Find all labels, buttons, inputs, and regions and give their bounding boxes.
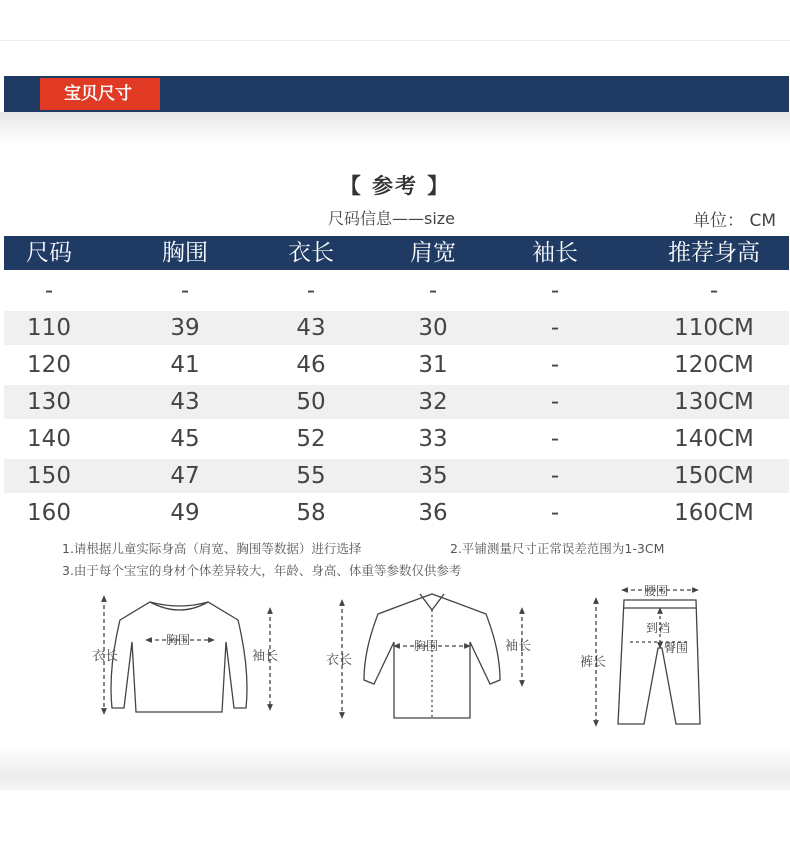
cell-chest: 45 — [170, 426, 200, 452]
top-divider — [0, 40, 790, 41]
cell-sleeve: - — [550, 278, 560, 304]
cell-length: 50 — [296, 389, 326, 415]
shirt-diagram — [342, 594, 522, 718]
header-size: 尺码 — [26, 240, 72, 266]
note-2: 2.平铺测量尺寸正常误差范围为1-3CM — [450, 541, 665, 556]
cell-length: 43 — [296, 315, 326, 341]
cell-sleeve: - — [550, 463, 560, 489]
cell-height: 150CM — [674, 463, 754, 489]
cell-shoulder: 35 — [418, 463, 448, 489]
cell-size: 130 — [27, 389, 71, 415]
cell-length: 55 — [296, 463, 326, 489]
sweater-chest-label: 胸围 — [166, 633, 191, 647]
cell-chest: 41 — [170, 352, 200, 378]
header-sleeve: 袖长 — [532, 240, 578, 266]
cell-sleeve: - — [550, 500, 560, 526]
header-shoulder: 肩宽 — [410, 240, 456, 266]
cell-sleeve: - — [550, 426, 560, 452]
cell-height: 160CM — [674, 500, 754, 526]
cell-shoulder: 32 — [418, 389, 448, 415]
cell-sleeve: - — [550, 389, 560, 415]
cell-shoulder: 31 — [418, 352, 448, 378]
pants-diagram — [596, 590, 700, 724]
sweater-sleeve-label: 袖长 — [252, 649, 279, 664]
pants-length-label: 裤长 — [580, 655, 607, 670]
cell-chest: - — [180, 278, 190, 304]
header-height: 推荐身高 — [668, 240, 760, 266]
unit-label: 单位： CM — [693, 211, 776, 231]
note-3: 3.由于每个宝宝的身材个体差异较大，年龄、身高、体重等参数仅供参考 — [62, 563, 462, 578]
cell-length: 52 — [296, 426, 326, 452]
cell-height: 140CM — [674, 426, 754, 452]
cell-size: - — [44, 278, 54, 304]
cell-sleeve: - — [550, 352, 560, 378]
shirt-chest-label: 胸围 — [414, 639, 439, 653]
measurement-diagrams — [0, 580, 790, 740]
note-1: 1.请根据儿童实际身高（肩宽、胸围等数据）进行选择 — [62, 541, 362, 556]
cell-shoulder: 33 — [418, 426, 448, 452]
cell-length: - — [306, 278, 316, 304]
size-info-subtitle: 尺码信息——size — [328, 209, 456, 228]
cell-length: 46 — [296, 352, 326, 378]
section-tag: 宝贝尺寸 — [40, 78, 160, 110]
cell-chest: 47 — [170, 463, 200, 489]
cell-chest: 43 — [170, 389, 200, 415]
cell-height: - — [709, 278, 719, 304]
cell-size: 150 — [27, 463, 71, 489]
cell-chest: 49 — [170, 500, 200, 526]
cell-shoulder: 30 — [418, 315, 448, 341]
cell-shoulder: - — [428, 278, 438, 304]
pants-waist-label: 腰围 — [644, 584, 669, 598]
pants-rise-label: 到裆 — [646, 621, 671, 635]
cell-size: 120 — [27, 352, 71, 378]
pants-hip-label: 臀围 — [664, 641, 689, 655]
cell-sleeve: - — [550, 315, 560, 341]
shirt-length-label: 衣长 — [326, 653, 353, 668]
panel-shadow — [0, 745, 790, 790]
cell-chest: 39 — [170, 315, 200, 341]
cell-height: 110CM — [674, 315, 754, 341]
banner-shadow — [0, 112, 790, 146]
cell-shoulder: 36 — [418, 500, 448, 526]
cell-size: 140 — [27, 426, 71, 452]
shirt-sleeve-label: 袖长 — [505, 639, 532, 654]
header-chest: 胸围 — [162, 240, 208, 266]
cell-size: 160 — [27, 500, 71, 526]
header-length: 衣长 — [288, 240, 334, 266]
sweater-length-label: 衣长 — [92, 649, 119, 664]
reference-title: 【 参考 】 — [339, 174, 451, 198]
sweater-diagram — [104, 598, 270, 712]
cell-height: 120CM — [674, 352, 754, 378]
cell-length: 58 — [296, 500, 326, 526]
cell-height: 130CM — [674, 389, 754, 415]
cell-size: 110 — [27, 315, 71, 341]
